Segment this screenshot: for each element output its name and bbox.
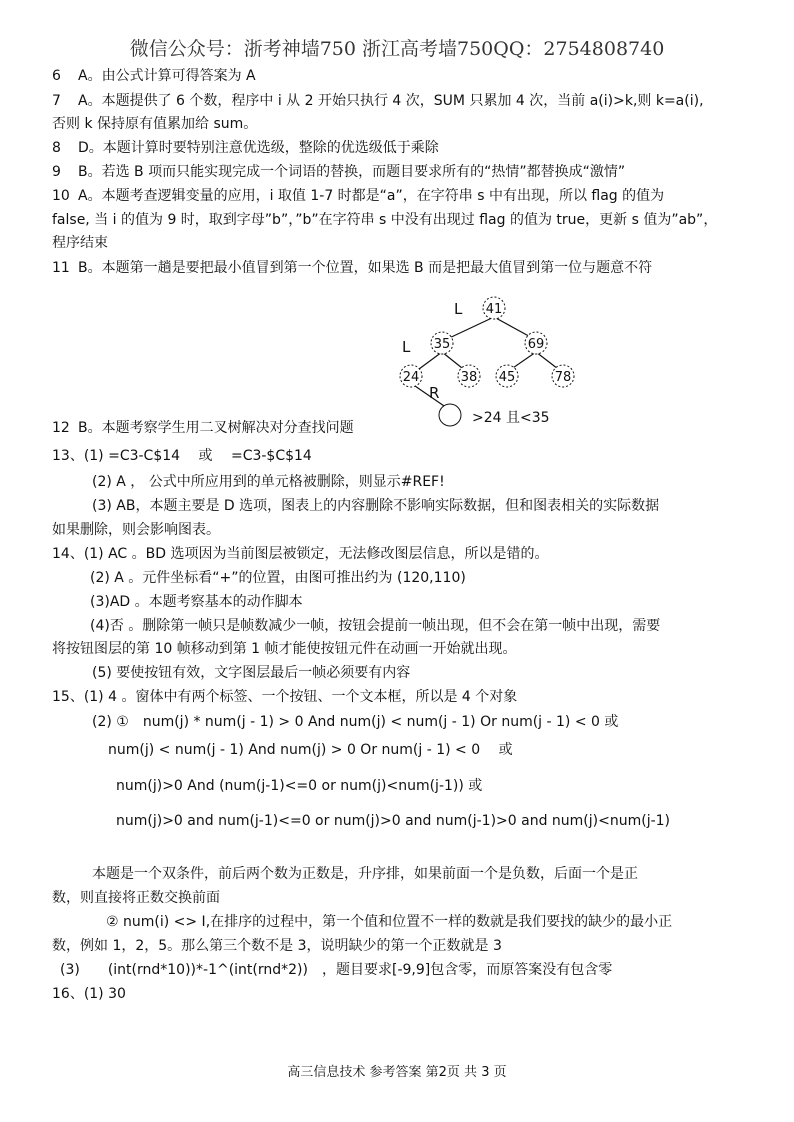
answer-9: 9 B。若选 B 项而只能实现完成一个词语的替换，而题目要求所有的“热情”都替换成“激情” [52,164,626,180]
answer-12: 12 B。本题考察学生用二叉树解决对分查找问题 [52,420,354,436]
answer-13-3: (3) AB，本题主要是 D 选项，图表上的内容删除不影响实际数据，但和图表相关的实际数据 [92,498,660,514]
answer-15-2a: (2) ① num(j) * num(j - 1) > 0 And num(j) < num(j - 1) Or num(j - 1) < 0 或 [92,714,619,730]
page-footer: 高三信息技术 参考答案 第2页 共 3 页 [287,1065,507,1080]
answer-16-1: 16、(1) 30 [52,986,126,1002]
answer-7-cont: 否则 k 保持原有值累加给 sum。 [52,116,258,132]
answer-13-2: (2) A ， 公式中所应用到的单元格被删除，则显示#REF! [92,474,445,490]
answer-15-2c: num(j)>0 And (num(j-1)<=0 or num(j)<num(j-1)) 或 [116,778,483,794]
answer-15-2d: num(j)>0 and num(j-1)<=0 or num(j)>0 and num(j-1)>0 and num(j)<num(j-1) [116,813,671,829]
edge-label-left: L [402,338,411,356]
node-label: 69 [527,337,545,352]
answer-10-cont2: 程序结束 [52,235,108,251]
answer-10-cont: false, 当 i 的值为 9 时，取到字母”b”，”b”在字符串 s 中没有出现过 flag 的值为 true，更新 s 值为”ab”， [52,212,718,228]
answer-14-4-cont: 将按钮图层的第 10 帧移动到第 1 帧才能使按钮元件在动画一开始就出现。 [52,641,517,657]
edge-label-right: R [429,384,440,402]
tree-condition: >24 且<35 [472,410,550,426]
answer-15-3: (3) (int(rnd*10))*-1^(int(rnd*2)) ，题目要求[-9,9]包含零，而原答案没有包含零 [60,962,613,978]
answer-6: 6 A。由公式计算可得答案为 A [52,68,256,84]
answer-10: 10 A。本题考查逻辑变量的应用，i 取值 1-7 时都是“a”，在字符串 s 中有出现，所以 flag 的值为 [52,188,665,204]
answer-15-explain: 本题是一个双条件，前后两个数为正数是，升序排，如果前面一个是负数，后面一个是正 [92,866,638,882]
node-label: 24 [402,370,420,385]
node-label: 45 [498,370,516,385]
answer-15-2b: num(j) < num(j - 1) And num(j) > 0 Or num(j - 1) < 0 或 [108,742,513,758]
answer-13-1: 13、(1) =C3-C$14 或 =C3-$C$14 [52,448,312,464]
answer-13-3-cont: 如果删除，则会影响图表。 [52,522,220,538]
node-label: 35 [433,337,451,352]
answer-7: 7 A。本题提供了 6 个数，程序中 i 从 2 开始只执行 4 次，SUM 只累加 4 次，当前 a(i)>k,则 k=a(i), [52,93,704,109]
binary-tree-diagram [390,290,590,440]
answer-15-2e: ② num(i) <> I,在排序的过程中，第一个值和位置不一样的数就是我们要找的缺少的最小正 [106,914,673,930]
tree-empty-node [439,404,461,426]
answer-15-2e-cont: 数，例如 1，2，5。那么第三个数不是 3，说明缺少的第一个正数就是 3 [52,938,502,954]
edge-label-left: L [454,300,463,318]
answer-11: 11 B。本题第一趟是要把最小值冒到第一个位置，如果选 B 而是把最大值冒到第一位与题意不符 [52,260,653,276]
answer-14-2: (2) A 。元件坐标看“+”的位置，由图可推出约为 (120,110) [90,570,466,586]
answer-14-1: 14、(1) AC 。BD 选项因为当前图层被锁定，无法修改图层信息，所以是错的。 [52,546,549,562]
answer-14-5: (5) 要使按钮有效，文字图层最后一帧必须要有内容 [92,665,411,681]
node-label: 78 [554,370,572,385]
node-label: 38 [460,370,478,385]
node-label: 41 [485,302,503,317]
answer-14-3: (3)AD 。本题考察基本的动作脚本 [90,594,303,610]
answer-15-explain-cont: 数，则直接将正数交换前面 [52,890,220,906]
answer-14-4: (4)否 。删除第一帧只是帧数减少一帧，按钮会提前一帧出现，但不会在第一帧中出现，需要 [90,618,661,634]
answer-15-1: 15、(1) 4 。窗体中有两个标签、一个按钮、一个文本框，所以是 4 个对象 [52,689,518,705]
answer-8: 8 D。本题计算时要特别注意优选级，整除的优选级低于乘除 [52,140,439,156]
page-header: 微信公众号：浙考神墙750 浙江高考墙750QQ：2754808740 [129,38,665,60]
